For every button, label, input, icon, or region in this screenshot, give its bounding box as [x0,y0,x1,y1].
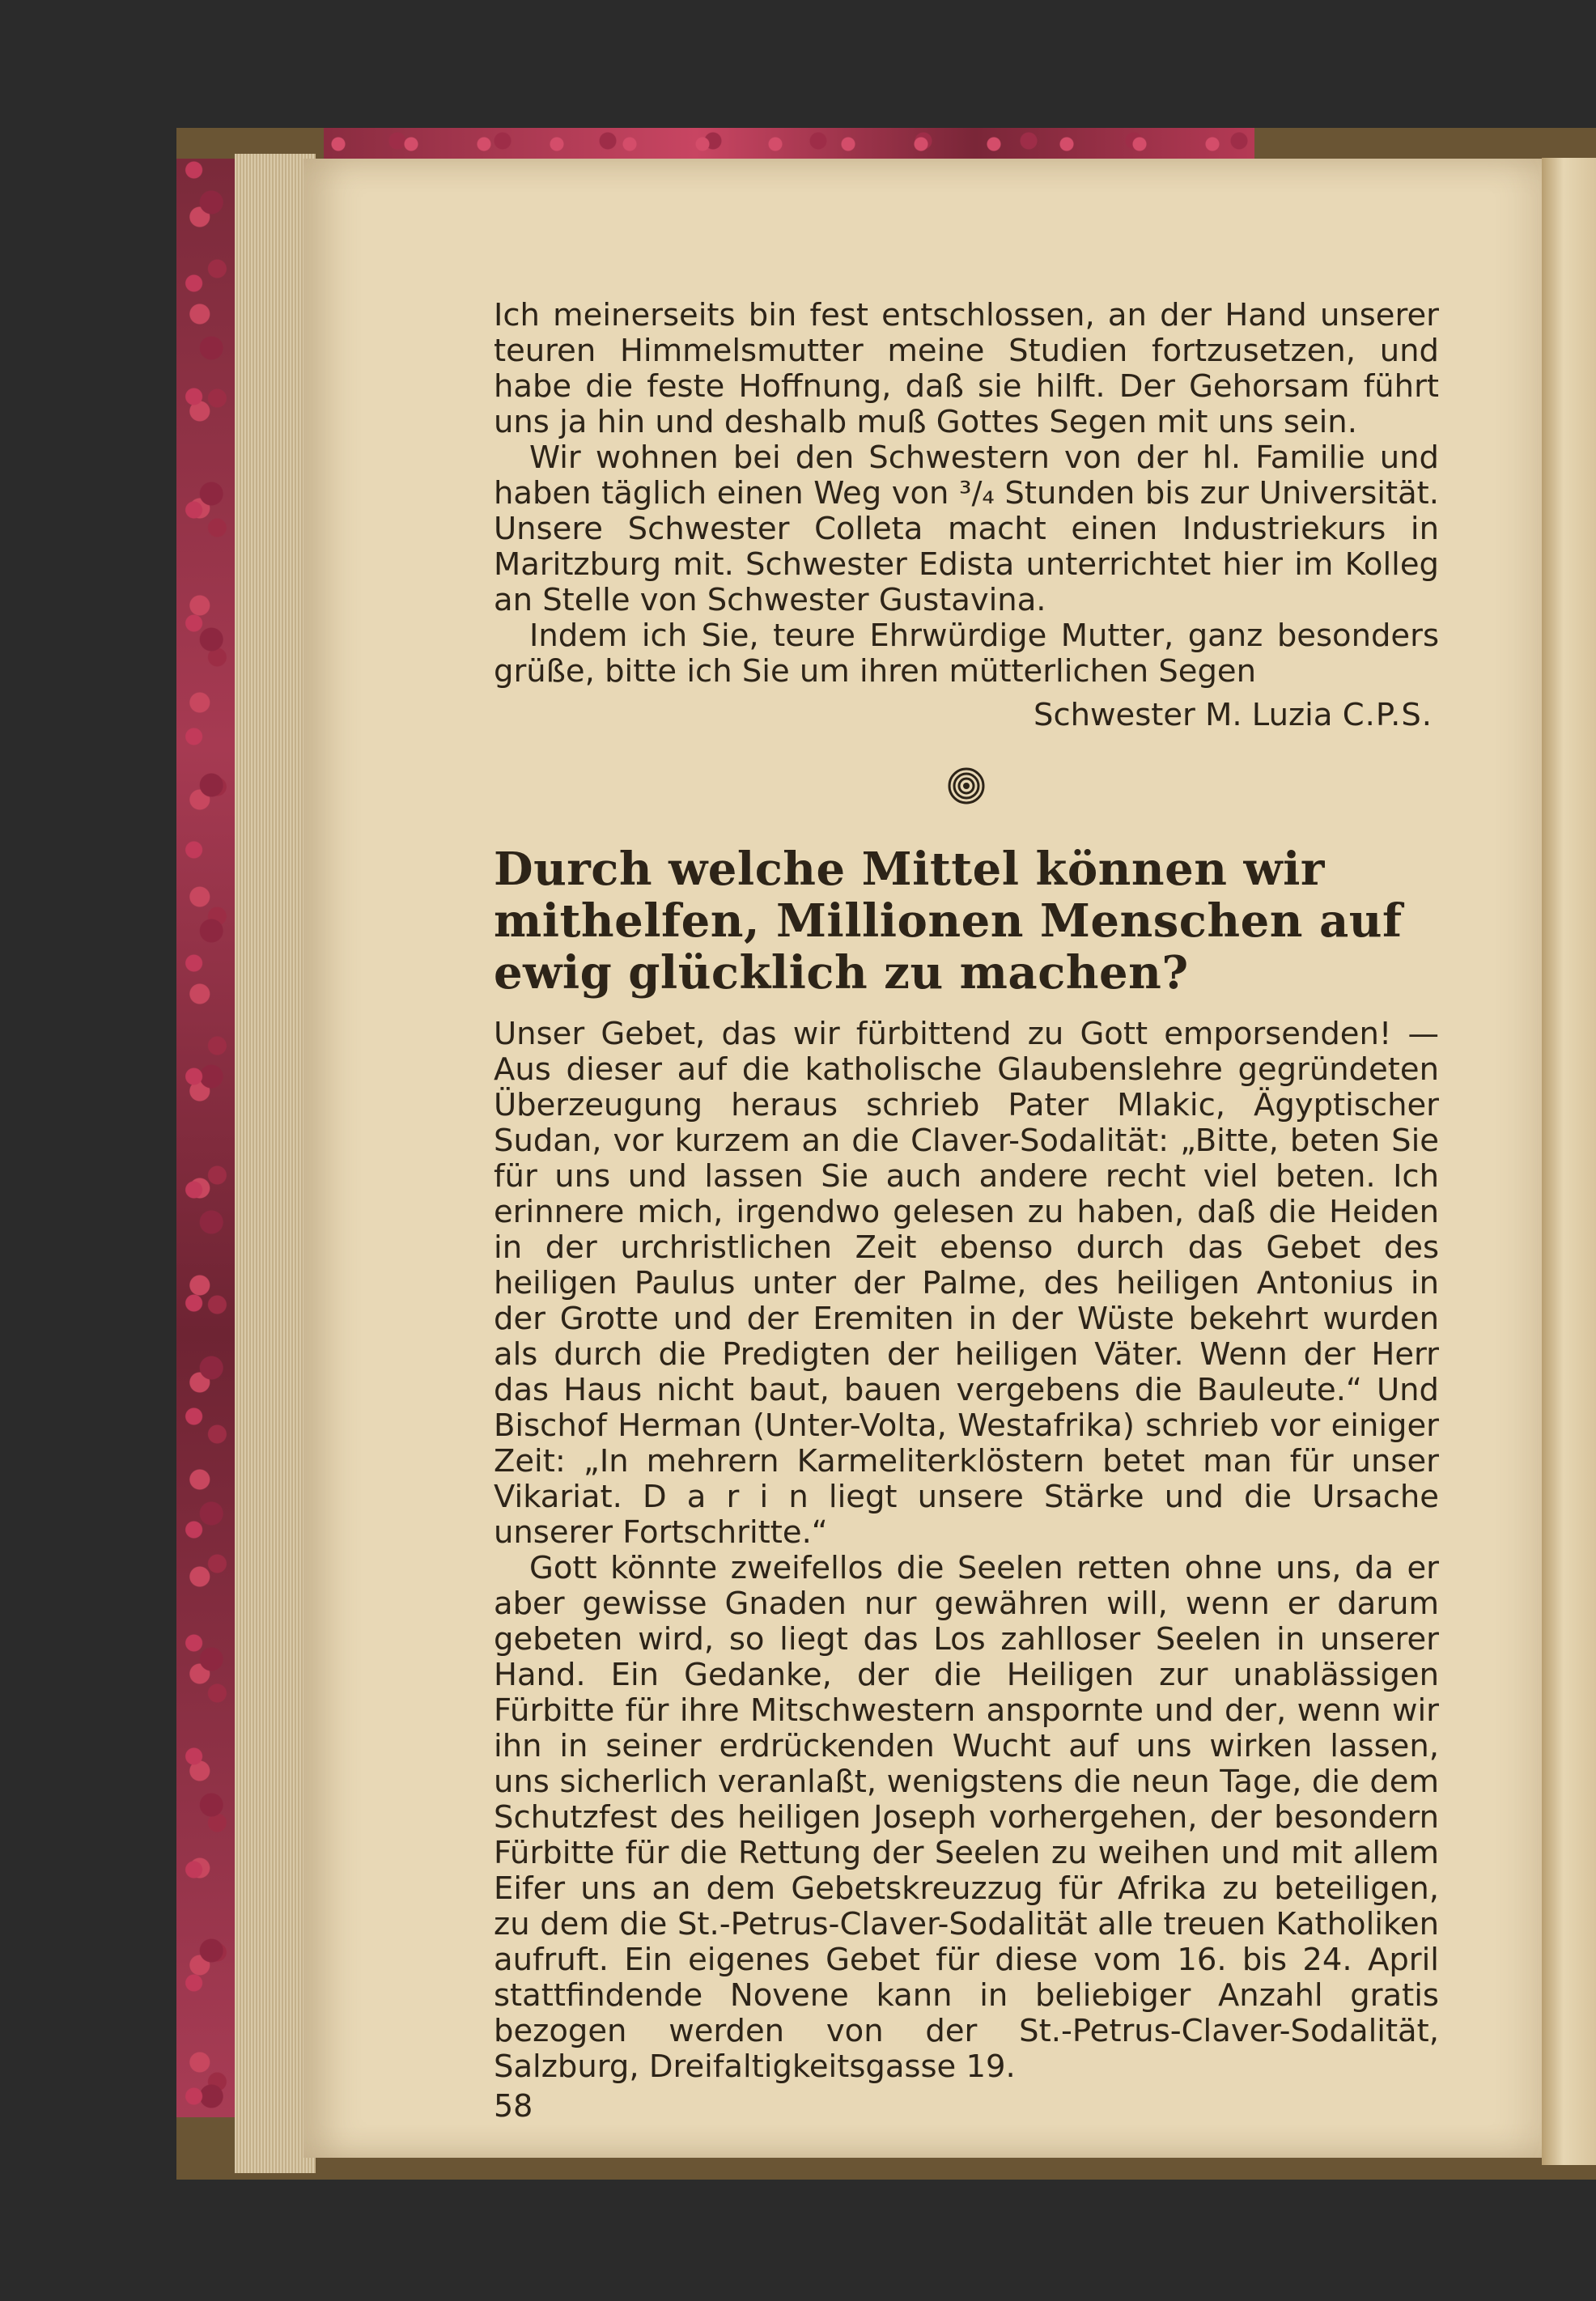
article-heading: Durch welche Mittel können wir mithelfen, Millionen Menschen auf ewig glücklich zu machen? [494,843,1403,1000]
concentric-circle-ornament-icon [494,767,1439,805]
intro-paragraph-3: Indem ich Sie, teure Ehrwürdige Mutter, ganz besonders grüße, bitte ich Sie um ihren mütterlichen Segen [494,618,1439,690]
signature-name: Schwester M. Luzia [1034,697,1333,733]
cover-marble-top [324,128,1254,160]
signature-initials: C.P.S. [1342,697,1433,733]
main-paragraph-1: Unser Gebet, das wir fürbittend zu Gott emporsenden! — Aus dieser auf die katholische Glaubenslehre gegründeten Überzeugung heraus schrieb Pater Mlakic, Ägyptischer Sudan, vor kurzem an die Claver-Sodalität: „Bitte, beten Sie für uns und lassen Sie auch andere recht viel beten. Ich erinnere mich, irgendwo gelesen zu haben, daß die Heiden in der urchristlichen Zeit ebenso durch das Gebet des heiligen Paulus unter der Palme, des heiligen Antonius in der Grotte und der Eremiten in der Wüste bekehrt wurden als durch die Predigten der heiligen Väter. Wenn der Herr das Haus nicht baut, bauen vergebens die Bauleute.“ Und Bischof Herman (Unter-Volta, Westafrika) schrieb vor einiger Zeit: „In mehrern Karmeliterklöstern betet man für unser Vikariat. D a r i n liegt unsere Stärke und die Ursache unserer Fortschritte.“ [494,1016,1439,1551]
main-paragraph-2: Gott könnte zweifellos die Seelen retten ohne uns, da er aber gewisse Gnaden nur gewähren will, wenn er darum gebeten wird, so liegt das Los zahlloser Seelen in unserer Hand. Ein Gedanke, der die Heiligen zur unablässigen Fürbitte für ihre Mitschwestern anspornte und der, wenn wir ihn in seiner erdrückenden Wucht auf uns wirken lassen, uns sicherlich veranlaßt, wenigstens die neun Tage, die dem Schutzfest des heiligen Joseph vorhergehen, der besondern Fürbitte für die Rettung der Seelen zu weihen und mit allem Eifer uns an dem Gebetskreuzzug für Afrika zu beteiligen, zu dem die St.-Petrus-Claver-Sodalität alle treuen Katholiken aufruft. Ein eigenes Gebet für diese vom 16. bis 24. April stattfindende Novene kann in beliebiger Anzahl gratis bezogen werden von der St.-Petrus-Claver-Sodalität, Salzburg, Dreifaltigkeitsgasse 19. [494,1550,1439,2085]
page-number: 58 [494,2088,533,2124]
page-text [494,298,1439,2124]
intro-paragraph-2: Wir wohnen bei den Schwestern von der hl. Familie und haben täglich einen Weg von ³/₄ Stunden bis zur Universität. Unsere Schwester Colleta macht einen Industriekurs in Maritzburg mit. Schwester Edista unterrichtet hier im Kolleg an Stelle von Schwester Gustavina. [494,439,1439,618]
signature [494,698,1439,733]
intro-paragraph-1: Ich meinerseits bin fest entschlossen, an der Hand unserer teuren Himmelsmutter meine Studien fortzusetzen, und habe die feste Hoffnung, daß sie hilft. Der Gehorsam führt uns ja hin und deshalb muß Gottes Segen mit uns sein. [494,297,1439,440]
cover-marble-spine [176,159,235,2117]
right-page-edge [1542,158,1596,2165]
